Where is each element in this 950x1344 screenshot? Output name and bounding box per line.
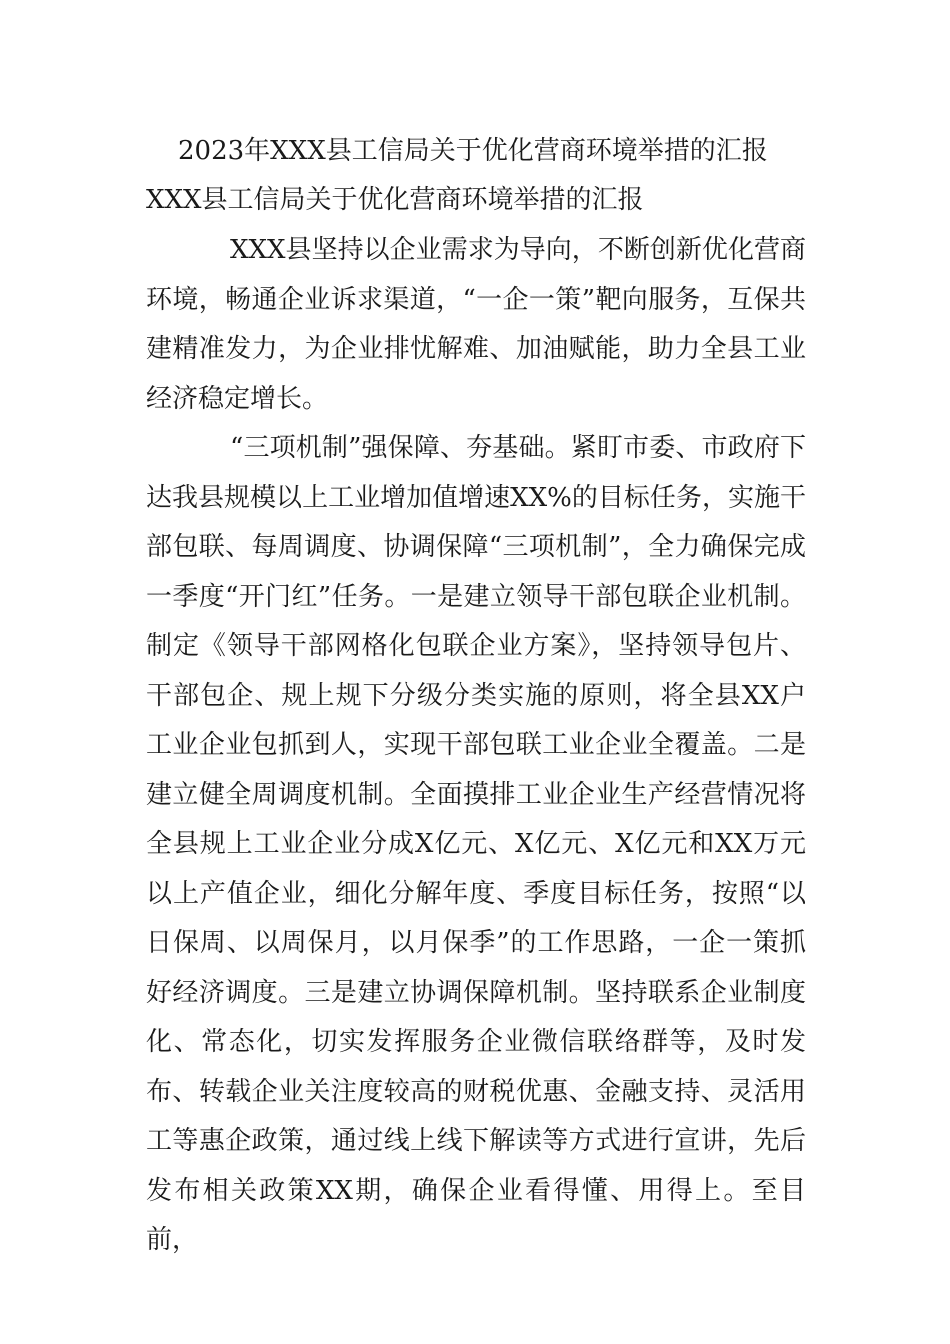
paragraph-three-mechanisms: “三项机制”强保障、夯基础。紧盯市委、市政府下达我县规模以上工业增加值增速XX%的目标任务，实施干部包联、每周调度、协调保障“三项机制”，全力确保完成一季度“开门红”任务。一是建立领导干部包联企业机制。制定《领导干部网格化包联企业方案》，坚持领导包片、干部包企、规上规下分级分类实施的原则，将全县XX户工业企业包抓到人，实现干部包联工业企业全覆盖。二是建立健全周调度机制。全面摸排工业企业生产经营情况将全县规上工业企业分成X亿元、X亿元、X亿元和XX万元以上产值企业，细化分解年度、季度目标任务，按照“以日保周、以周保月，以月保季”的工作思路，一企一策抓好经济调度。三是建立协调保障机制。坚持联系企业制度化、常态化，切实发挥服务企业微信联络群等，及时发布、转载企业关注度较高的财税优惠、金融支持、灵活用工等惠企政策，通过线上线下解读等方式进行宣讲，先后发布相关政策XX期，确保企业看得懂、用得上。至目前， [146, 433, 806, 1255]
document-subtitle: XXX县工信局关于优化营商环境举措的汇报 [146, 185, 644, 215]
document-body [146, 226, 806, 1266]
paragraph-intro: XXX县坚持以企业需求为导向，不断创新优化营商环境，畅通企业诉求渠道，“一企一策”靶向服务，互保共建精准发力，为企业排忧解难、加油赋能，助力全县工业经济稳定增长。 [146, 235, 806, 414]
document-title: 2023年XXX县工信局关于优化营商环境举措的汇报 [178, 136, 768, 166]
